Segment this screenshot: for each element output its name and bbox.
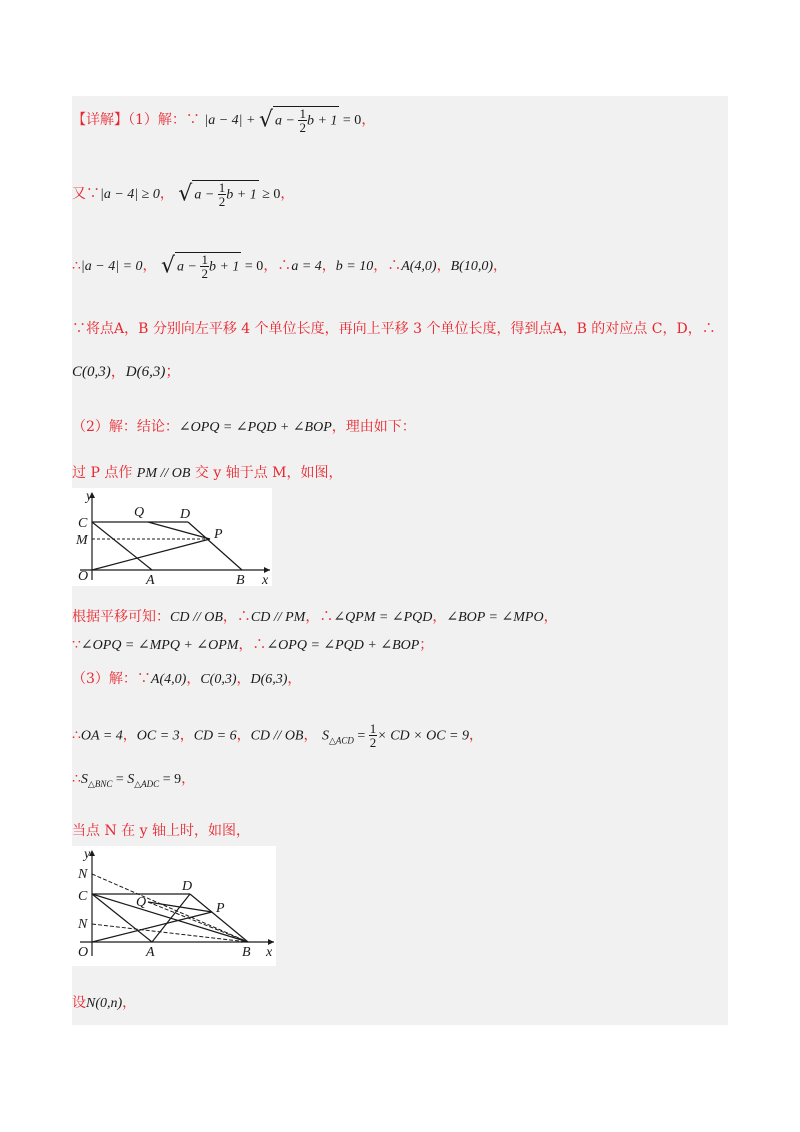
label-C: C bbox=[78, 889, 88, 904]
segment-N1B bbox=[92, 874, 248, 942]
solution-line-3: ∴|a − 4| = 0， √ a − $\frac{1}{2}$ b + 1 = 0，∴a = 4，b = 10，∴A(4,0)，B(10,0)， bbox=[72, 252, 507, 281]
label-y: y bbox=[84, 847, 91, 862]
solution-line-7: 过 P 点作 PM // OB 交 y 轴于点 M，如图， bbox=[72, 465, 343, 481]
label-y: y bbox=[86, 489, 93, 504]
label-M: M bbox=[76, 533, 88, 548]
solution-line-6: （2）解：结论：∠OPQ = ∠PQD + ∠BOP，理由如下： bbox=[72, 419, 416, 435]
label-P: P bbox=[216, 901, 225, 916]
solution-line-5: C(0,3)，D(6,3)； bbox=[72, 362, 181, 380]
label-x: x bbox=[262, 573, 269, 586]
segment-QP bbox=[148, 522, 210, 539]
label-D: D bbox=[182, 879, 193, 894]
solution-line-2: 又∵|a − 4| ≥ 0， √ a − $\frac{1}{2}$ b + 1 ≥ 0， bbox=[72, 180, 295, 209]
label-P: P bbox=[214, 527, 223, 542]
label-D: D bbox=[180, 507, 191, 522]
label-O: O bbox=[78, 945, 89, 960]
label-A: A bbox=[146, 945, 155, 960]
label-Q: Q bbox=[134, 505, 145, 520]
segment-QB bbox=[148, 902, 248, 942]
label-B: B bbox=[236, 573, 245, 586]
segment-OP bbox=[92, 539, 210, 570]
solution-line-8: 根据平移可知：CD // OB，∴CD // PM，∴∠QPM = ∠PQD，∠BOP = ∠MPO， bbox=[72, 609, 558, 625]
detail-tag: 【详解】 bbox=[72, 112, 128, 128]
segment-CA bbox=[92, 522, 152, 570]
segment-CB bbox=[92, 894, 248, 942]
solution-line-4: ∵将点A，B 分别向左平移 4 个单位长度，再向上平移 3 个单位长度，得到点A，B 的对应点 C，D，∴ bbox=[72, 321, 716, 337]
solution-line-1: 【详解】（1）解：∵ |a − 4| + √ a − $\frac{1}{2}$ b + 1 = 0， bbox=[72, 106, 376, 135]
solution-line-12: $\therefore S_{\triangle BNC} = S_{\triangle ADC} = 9$， bbox=[72, 771, 196, 789]
figure-2-diagram bbox=[72, 846, 276, 966]
solution-line-10: （3）解：∵A(4,0)，C(0,3)，D(6,3)， bbox=[72, 671, 302, 687]
label-B: B bbox=[242, 945, 251, 960]
label-C: C bbox=[78, 516, 88, 531]
label-A: A bbox=[146, 573, 155, 586]
label-N-upper: N bbox=[78, 867, 88, 882]
label-x: x bbox=[266, 945, 273, 960]
abs-expression: |a − 4| + bbox=[204, 113, 259, 128]
solution-line-14: 设N(0,n)， bbox=[72, 995, 137, 1011]
figure-1-diagram bbox=[72, 488, 272, 586]
solution-line-11: ∴OA = 4，OC = 3，CD = 6，CD // OB， $S_{\triangle ACD}$ = $\frac{1}{2}$ × CD × OC = 9， bbox=[72, 721, 484, 750]
label-Q: Q bbox=[136, 895, 147, 910]
label-N-lower: N bbox=[78, 917, 88, 932]
solution-line-13: 当点 N 在 y 轴上时，如图， bbox=[72, 823, 250, 839]
label-O: O bbox=[78, 569, 89, 584]
solution-line-9: ∵∠OPQ = ∠MPQ + ∠OPM，∴∠OPQ = ∠PQD + ∠BOP； bbox=[72, 637, 434, 653]
segment-N2B bbox=[92, 924, 248, 942]
segment-OP bbox=[92, 912, 212, 942]
